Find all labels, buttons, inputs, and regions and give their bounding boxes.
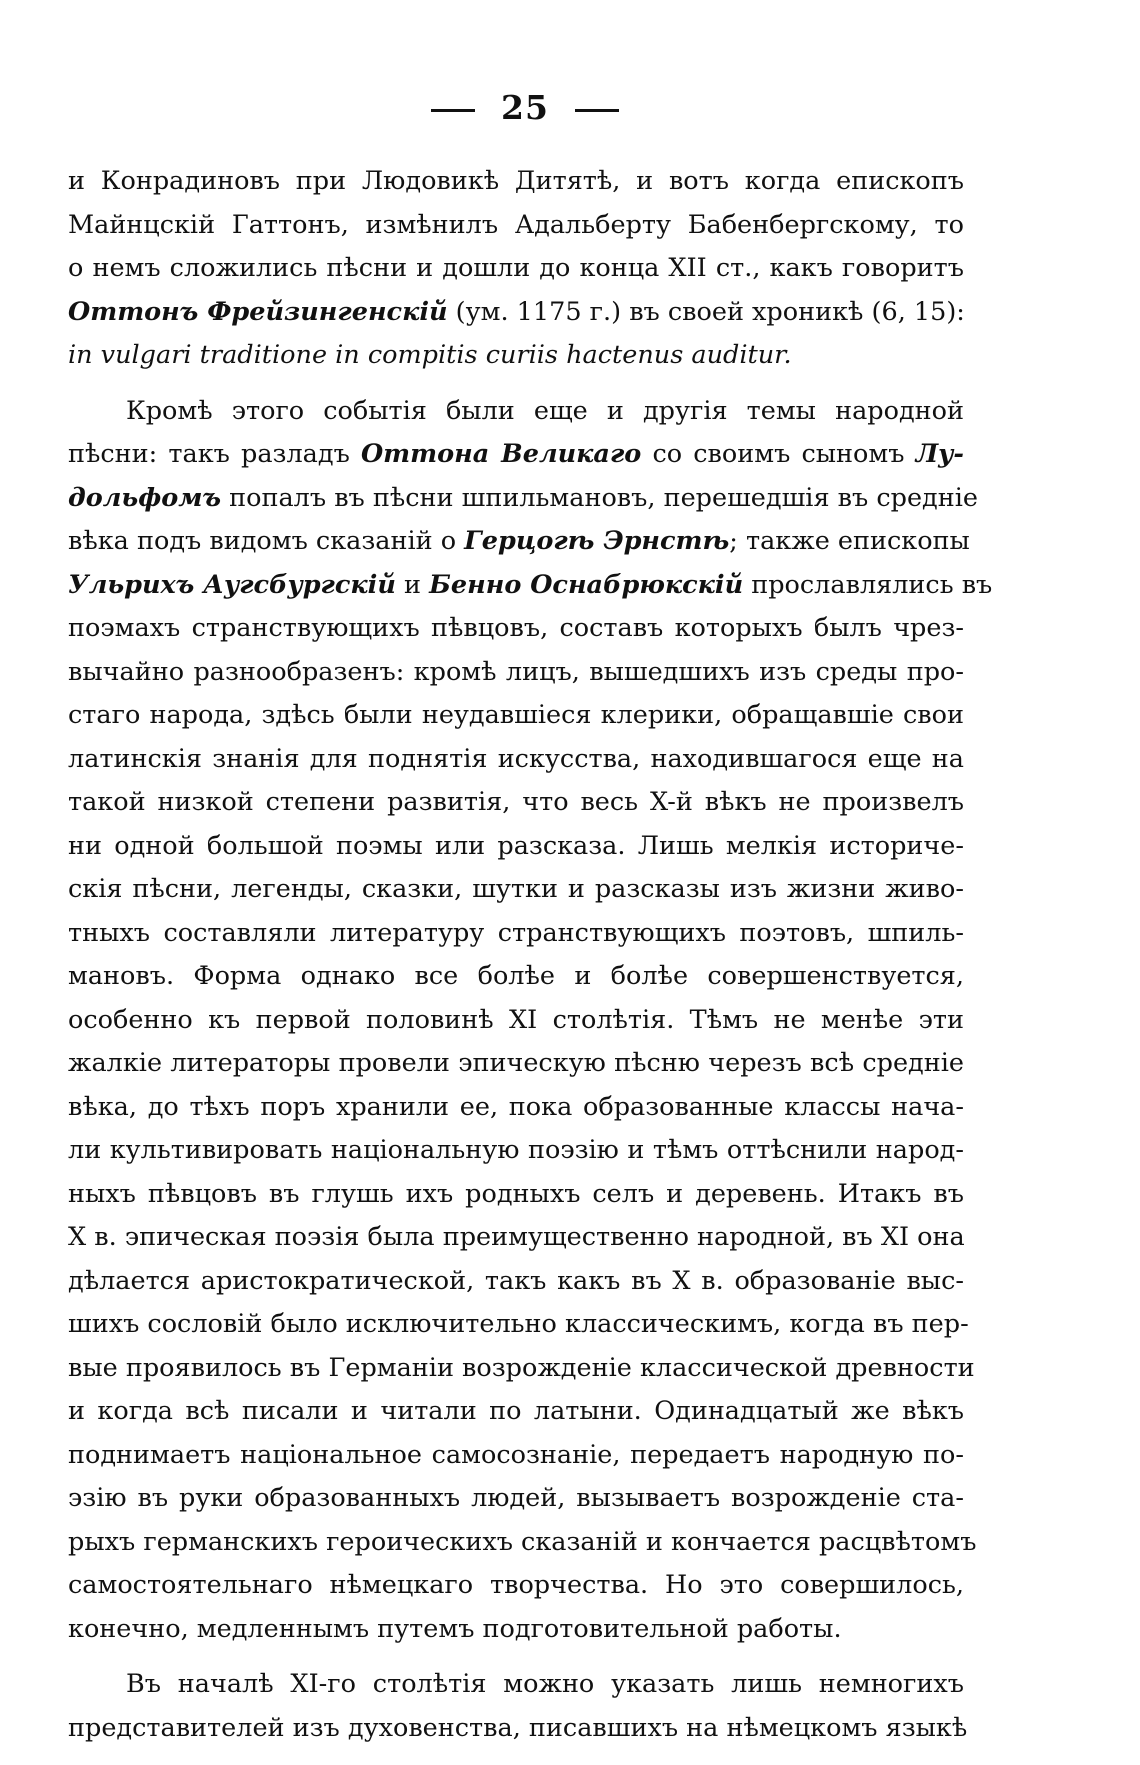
text-segment: дѣлается аристократической, такъ какъ въ X в. образованіе выс- [68, 1265, 964, 1296]
text-segment: вые проявилось въ Германіи возрожденіе классической древности [68, 1352, 975, 1383]
text-segment: ; также епископы [729, 526, 970, 556]
text-line [68, 334, 964, 378]
paragraph [68, 160, 964, 378]
text-segment: и Конрадиновъ при Людовикѣ Дитятѣ, и вотъ когда епископъ [68, 166, 964, 196]
text-segment: ни одной большой поэмы или разсказа. Лишь мелкія историче- [68, 830, 964, 861]
text-line [68, 160, 964, 204]
text-line [68, 825, 964, 869]
emphasized-text: дольфомъ [68, 482, 222, 513]
page-number [0, 88, 1050, 127]
text-segment: стаго народа, здѣсь были неудавшіеся клерики, обращавшіе свои [68, 700, 964, 730]
text-line [68, 912, 964, 956]
text-line [68, 781, 964, 825]
text-line [68, 955, 964, 999]
text-line [68, 247, 964, 291]
text-segment: прославлялись въ [743, 569, 993, 600]
emphasized-text: Лу- [915, 439, 964, 469]
text-line [68, 868, 964, 912]
text-line [68, 1173, 964, 1217]
emphasized-text: Бенно Оснабрюкскій [429, 569, 744, 600]
page-number-value: 25 [501, 88, 549, 127]
text-segment: поэмахъ странствующихъ пѣвцовъ, составъ которыхъ былъ чрез- [68, 613, 964, 643]
text-line [68, 1521, 977, 1565]
text-line [68, 204, 964, 248]
text-line [68, 1608, 964, 1652]
emphasized-text: Оттонъ Фрейзингенскій [68, 296, 448, 327]
text-segment: Въ началѣ XI-го столѣтія можно указать лишь немногихъ [126, 1669, 964, 1699]
text-line [68, 1260, 964, 1304]
text-segment: латинскія знанія для поднятія искусства, находившагося еще на [68, 743, 964, 774]
text-line [68, 390, 964, 434]
text-segment: такой низкой степени развитія, что весь X-й вѣкъ не произвелъ [68, 787, 964, 817]
text-line [68, 477, 978, 521]
right-dash [575, 109, 619, 112]
paragraph [68, 1663, 968, 1750]
text-segment: рыхъ германскихъ героическихъ сказаній и кончается расцвѣтомъ [68, 1526, 977, 1557]
text-line [68, 564, 993, 608]
text-segment: о немъ сложились пѣсни и дошли до конца XII ст., какъ говоритъ [68, 253, 964, 283]
text-segment: Майнцскій Гаттонъ, измѣнилъ Адальберту Бабенбергскому, то [68, 209, 964, 240]
paragraph-gap [68, 1651, 964, 1663]
text-segment: скія пѣсни, легенды, сказки, шутки и разсказы изъ жизни живо- [68, 874, 964, 904]
text-segment: поднимаетъ національное самосознаніе, передаетъ народную по- [68, 1439, 964, 1470]
text-line [68, 1390, 964, 1434]
text-line [68, 1663, 964, 1707]
text-segment: конечно, медленнымъ путемъ подготовительной работы. [68, 1613, 842, 1644]
text-segment: шихъ сословій было исключительно классическимъ, когда въ пер- [68, 1309, 969, 1339]
text-segment: тныхъ составляли литературу странствующихъ поэтовъ, шпиль- [68, 917, 964, 948]
text-line [68, 651, 964, 695]
text-line [68, 1347, 975, 1391]
text-segment: и [395, 569, 430, 600]
text-segment: эзію въ руки образованныхъ людей, вызываетъ возрожденіе ста- [68, 1483, 964, 1513]
text-segment: (ум. 1175 г.) въ своей хроникѣ (6, 15): [447, 296, 965, 327]
text-line [68, 607, 964, 651]
text-segment: вѣка подъ видомъ сказаній о [68, 526, 465, 556]
emphasized-text: in vulgari traditione in compitis curiis hactenus auditur. [68, 340, 792, 370]
text-segment: и когда всѣ писали и читали по латыни. Одинадцатый же вѣкъ [68, 1396, 964, 1426]
text-line [68, 1707, 968, 1751]
emphasized-text: Ульрихъ Аугсбургскій [68, 569, 396, 600]
text-segment: вѣка, до тѣхъ поръ хранили ее, пока образованные классы нача- [68, 1091, 964, 1122]
emphasized-text: Герцогѣ Эрнстѣ [464, 526, 730, 556]
emphasized-text: Оттона Великаго [360, 439, 642, 469]
text-segment: мановъ. Форма однако все болѣе и болѣе совершенствуется, [68, 961, 964, 991]
text-segment: вычайно разнообразенъ: кромѣ лицъ, вышедшихъ изъ среды про- [68, 656, 964, 687]
text-segment: особенно къ первой половинѣ XI столѣтія. Тѣмъ не менѣе эти [68, 1004, 964, 1035]
text-segment: жалкіе литераторы провели эпическую пѣсню черезъ всѣ средніе [68, 1048, 964, 1078]
text-line [68, 1216, 964, 1260]
text-line [68, 694, 964, 738]
text-line [68, 1564, 964, 1608]
text-segment: Кромѣ этого событія были еще и другія темы народной [126, 395, 964, 426]
text-line [68, 433, 964, 477]
text-segment: пѣсни: такъ разладъ [68, 439, 361, 469]
text-segment: попалъ въ пѣсни шпильмановъ, перешедшія въ средніе [221, 482, 978, 513]
text-line [68, 291, 964, 335]
text-line [68, 738, 964, 782]
paragraph-gap [68, 378, 964, 390]
text-line [68, 999, 964, 1043]
text-segment: со своимъ сыномъ [641, 439, 916, 469]
text-line [68, 1477, 964, 1521]
text-segment: самостоятельнаго нѣмецкаго творчества. Но это совершилось, [68, 1570, 964, 1600]
text-segment: представителей изъ духовенства, писавшихъ на нѣмецкомъ языкѣ [68, 1712, 968, 1743]
paragraph [68, 390, 993, 1652]
text-segment: ли культивировать національную поэзію и тѣмъ оттѣснили народ- [68, 1135, 964, 1165]
text-line [68, 1129, 964, 1173]
text-segment: X в. эпическая поэзія была преимущественно народной, въ XI она [68, 1222, 965, 1252]
text-segment: ныхъ пѣвцовъ въ глушь ихъ родныхъ селъ и деревень. Итакъ въ [68, 1178, 964, 1209]
left-dash [431, 109, 475, 112]
text-line [68, 1042, 964, 1086]
text-line [68, 1303, 969, 1347]
text-line [68, 520, 970, 564]
text-line [68, 1434, 964, 1478]
text-line [68, 1086, 964, 1130]
body-text [68, 160, 993, 1750]
